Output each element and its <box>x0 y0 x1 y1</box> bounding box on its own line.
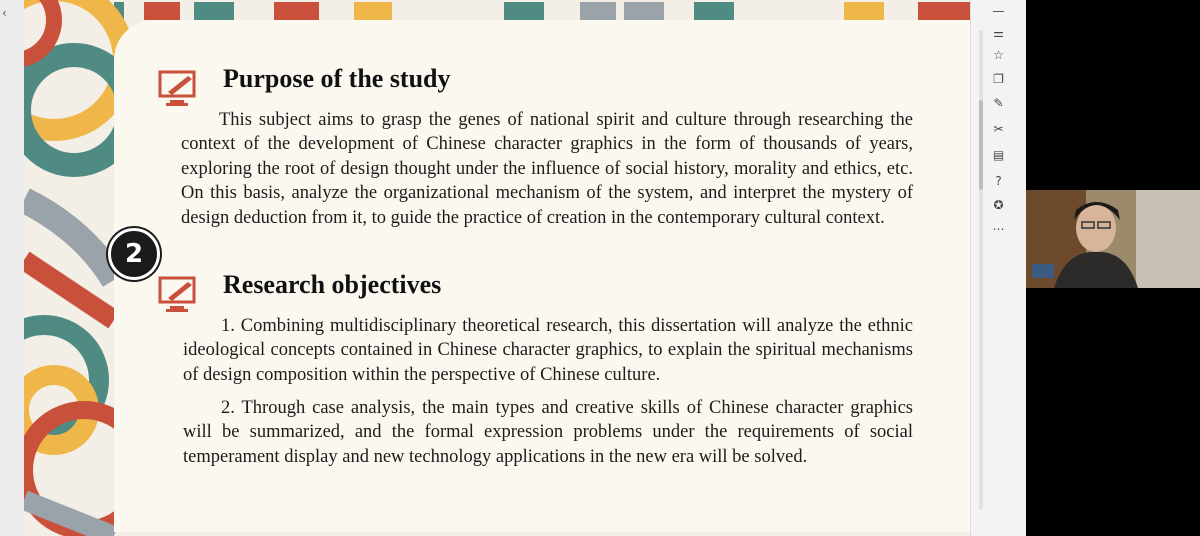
purpose-paragraph <box>181 108 913 230</box>
copy-icon[interactable]: ❐ <box>993 72 1004 86</box>
chevron-left-icon[interactable]: ‹ <box>2 6 7 20</box>
edit-icon[interactable]: ✎ <box>993 96 1004 110</box>
tools-icon[interactable]: ✂ <box>993 122 1004 136</box>
objective-1-paragraph <box>183 314 913 387</box>
section-title-purpose: Purpose of the study <box>223 64 451 93</box>
objective-1-text: 1. Combining multidisciplinary theoretical research, this dissertation will analyze the ethnic ideological concepts contained in Chinese character graphics, to explain the spiritual mechanisms of design composition within the perspective of Chinese culture. <box>183 316 913 385</box>
star-icon[interactable]: ☆ <box>993 48 1004 62</box>
more-icon[interactable]: ⋯ <box>992 222 1005 236</box>
objective-2-text: 2. Through case analysis, the main types and creative skills of Chinese character graphics will be summarized, and the formal expression problems under the requirements of social temperament display and new technology applications in the new era will be solved. <box>183 398 913 467</box>
left-gutter <box>0 0 24 536</box>
slide-number-badge: 2 <box>108 228 160 280</box>
right-toolbar <box>970 0 1026 536</box>
purpose-text: This subject aims to grasp the genes of national spirit and culture through researching the context of the development of Chinese character graphics in the form of thousands of years, exploring the root of design thought under the influence of social history, morality and ethics, etc. On this basis, analyze the organizational mechanism of the system, and interpret the mystery of design deduction from it, to guide the practice of creation in the contemporary cultural context. <box>181 110 913 228</box>
presentation-slide <box>24 0 970 536</box>
book-icon[interactable]: ▤ <box>992 148 1005 162</box>
minimize-icon[interactable]: — <box>992 4 1005 18</box>
computer-pen-icon <box>158 68 200 108</box>
webcam-video <box>1026 190 1200 288</box>
objective-2-paragraph <box>183 396 913 469</box>
section-title-objectives: Research objectives <box>223 270 442 299</box>
presenter-video-frame <box>1026 190 1200 288</box>
badge-icon[interactable]: ✪ <box>993 198 1004 212</box>
help-icon[interactable]: ? <box>995 174 1002 188</box>
computer-pen-icon <box>158 274 200 314</box>
sliders-icon[interactable]: ⚌ <box>993 26 1004 40</box>
